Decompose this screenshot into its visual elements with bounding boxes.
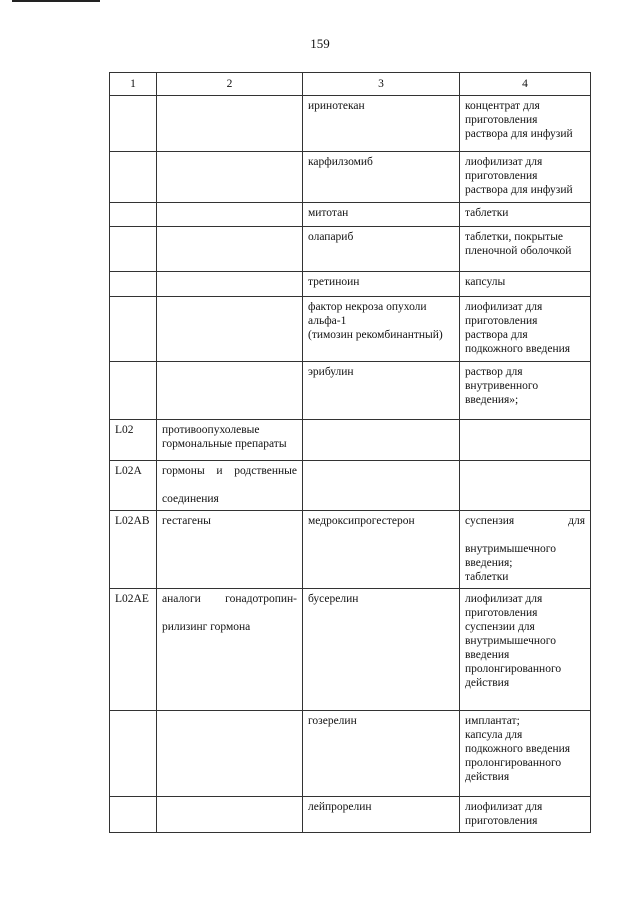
table-row — [110, 589, 591, 711]
group-line-last: рилизинг гормона — [162, 621, 251, 633]
group-line: гормоны и родственные — [162, 465, 297, 477]
group-cell: гестагены — [157, 511, 303, 589]
drug-cell — [303, 420, 460, 461]
atc-code-cell — [110, 711, 157, 797]
atc-code-cell — [110, 96, 157, 152]
group-cell — [157, 589, 303, 711]
dosage-form-cell: лиофилизат для приготовления — [460, 797, 591, 833]
atc-code-cell — [110, 272, 157, 297]
atc-code-cell: L02A — [110, 461, 157, 511]
group-cell: противоопухолевые гормональные препараты — [157, 420, 303, 461]
atc-code-cell: L02AB — [110, 511, 157, 589]
group-cell — [157, 711, 303, 797]
group-cell — [157, 297, 303, 362]
table-row — [110, 362, 591, 420]
group-cell — [157, 203, 303, 227]
table-row — [110, 711, 591, 797]
dosage-form-cell: лиофилизат для приготовления раствора для инфузий — [460, 152, 591, 203]
group-cell — [157, 362, 303, 420]
dosage-form-cell: концентрат для приготовления раствора для инфузий — [460, 96, 591, 152]
group-cell — [157, 227, 303, 272]
drug-cell — [303, 461, 460, 511]
table-row — [110, 272, 591, 297]
table-header-row — [110, 73, 591, 96]
form-line: суспензия для — [465, 515, 585, 527]
top-rule — [12, 0, 100, 2]
dosage-form-cell: имплантат; капсула для подкожного введения пролонгированного действия — [460, 711, 591, 797]
atc-code-cell: L02AE — [110, 589, 157, 711]
dosage-form-cell: таблетки, покрытые пленочной оболочкой — [460, 227, 591, 272]
dosage-form-cell: капсулы — [460, 272, 591, 297]
column-header: 1 — [110, 73, 157, 96]
column-header: 2 — [157, 73, 303, 96]
group-cell — [157, 272, 303, 297]
medication-table — [109, 72, 591, 833]
table-row — [110, 461, 591, 511]
atc-code-cell — [110, 362, 157, 420]
drug-cell: бусерелин — [303, 589, 460, 711]
atc-code-cell — [110, 203, 157, 227]
drug-cell: фактор некроза опухоли альфа-1 (тимозин рекомбинантный) — [303, 297, 460, 362]
group-cell — [157, 797, 303, 833]
group-cell — [157, 152, 303, 203]
drug-cell: эрибулин — [303, 362, 460, 420]
drug-cell: гозерелин — [303, 711, 460, 797]
dosage-form-cell: лиофилизат для приготовления раствора для подкожного введения — [460, 297, 591, 362]
dosage-form-cell: лиофилизат для приготовления суспензии для внутримышечного введения пролонгированного действия — [460, 589, 591, 711]
table-row — [110, 203, 591, 227]
atc-code-cell — [110, 797, 157, 833]
drug-cell: карфилзомиб — [303, 152, 460, 203]
table-row — [110, 96, 591, 152]
table-row — [110, 420, 591, 461]
group-cell — [157, 461, 303, 511]
dosage-form-cell — [460, 420, 591, 461]
group-line: аналоги гонадотропин- — [162, 593, 297, 605]
table-row — [110, 152, 591, 203]
table-row — [110, 511, 591, 589]
atc-code-cell — [110, 297, 157, 362]
form-line-rest: внутримышечного введения; таблетки — [465, 543, 556, 583]
dosage-form-cell — [460, 461, 591, 511]
atc-code-cell: L02 — [110, 420, 157, 461]
dosage-form-cell — [460, 511, 591, 589]
drug-cell: олапариб — [303, 227, 460, 272]
table-row — [110, 227, 591, 272]
group-line-last: соединения — [162, 493, 219, 505]
group-cell — [157, 96, 303, 152]
table-row — [110, 297, 591, 362]
dosage-form-cell: раствор для внутривенного введения»; — [460, 362, 591, 420]
drug-cell: митотан — [303, 203, 460, 227]
table-row — [110, 797, 591, 833]
column-header: 3 — [303, 73, 460, 96]
page-number: 159 — [310, 36, 330, 51]
drug-cell: третиноин — [303, 272, 460, 297]
drug-cell: медроксипрогестерон — [303, 511, 460, 589]
drug-cell: иринотекан — [303, 96, 460, 152]
drug-cell: лейпрорелин — [303, 797, 460, 833]
column-header: 4 — [460, 73, 591, 96]
atc-code-cell — [110, 227, 157, 272]
atc-code-cell — [110, 152, 157, 203]
dosage-form-cell: таблетки — [460, 203, 591, 227]
